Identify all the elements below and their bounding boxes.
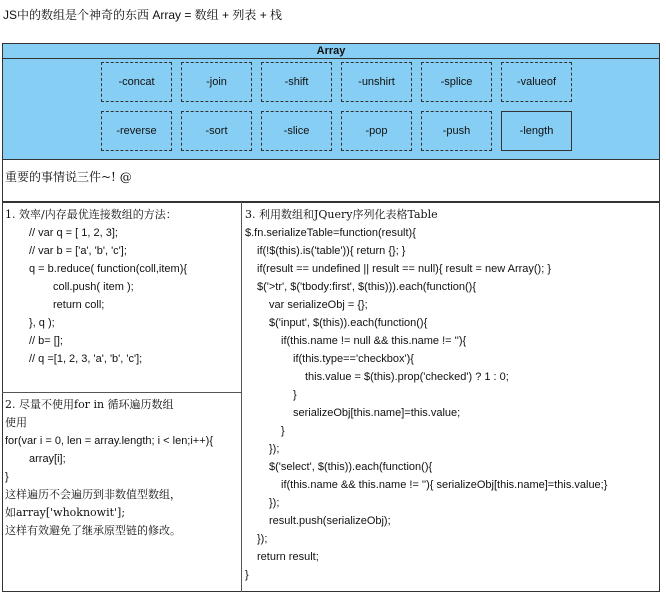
method-slice: -slice — [261, 111, 332, 151]
code-line: } — [281, 425, 285, 437]
array-header: Array — [2, 43, 660, 59]
code-line: $('>tr', $('tbody:first', $(this))).each(function(){ — [257, 281, 477, 293]
text-line: 使用 — [5, 416, 27, 429]
code-line: // q =[1, 2, 3, 'a', 'b', 'c']; — [29, 353, 143, 365]
method-unshirt: -unshirt — [341, 62, 412, 102]
code-line: $.fn.serializeTable=function(result){ — [245, 227, 416, 239]
section-1-heading: 1. 效率/内存最优连接数组的方法： — [5, 208, 177, 221]
method-valueof: -valueof — [501, 62, 572, 102]
code-line: var serializeObj = {}; — [269, 299, 368, 311]
code-line: // var b = ['a', 'b', 'c']; — [29, 245, 127, 257]
code-line: if(!$(this).is('table')){ return {}; } — [257, 245, 406, 257]
code-line: if(result == undefined || result == null){ result = new Array(); } — [257, 263, 552, 275]
column-divider — [241, 202, 242, 592]
method-pop: -pop — [341, 111, 412, 151]
page-title: JS中的数组是个神奇的东西 Array = 数组 + 列表 + 栈 — [3, 8, 283, 22]
method-reverse: -reverse — [101, 111, 172, 151]
code-line: for(var i = 0, len = array.length; i < len;i++){ — [5, 435, 213, 447]
text-line: 这样遍历不会遍历到非数值型数组， — [5, 488, 181, 501]
text-line: 这样有效避免了继承原型链的修改。 — [5, 524, 181, 537]
code-line: result.push(serializeObj); — [269, 515, 391, 527]
code-line: } — [293, 389, 297, 401]
code-line: }); — [269, 443, 280, 455]
method-length: -length — [501, 111, 572, 151]
method-shift: -shift — [261, 62, 332, 102]
note-text: 重要的事情说三件~! @ — [5, 170, 132, 184]
code-line: // b= []; — [29, 335, 63, 347]
code-line: } — [245, 569, 249, 581]
code-line: return coll; — [53, 299, 105, 311]
method-splice: -splice — [421, 62, 492, 102]
code-line: } — [5, 471, 9, 483]
code-line: // var q = [ 1, 2, 3]; — [29, 227, 118, 239]
code-line: $('select', $(this)).each(function(){ — [269, 461, 433, 473]
code-line: q = b.reduce( function(coll,item){ — [29, 263, 188, 275]
code-line: $('input', $(this)).each(function(){ — [269, 317, 428, 329]
text-line: 如array['whoknowit']; — [5, 506, 126, 519]
code-line: serializeObj[this.name]=this.value; — [293, 407, 461, 419]
code-line: array[i]; — [29, 453, 66, 465]
method-sort: -sort — [181, 111, 252, 151]
code-line: if(this.name && this.name != ''){ serializeObj[this.name]=this.value;} — [281, 479, 608, 491]
code-line: if(this.name != null && this.name != ''){ — [281, 335, 467, 347]
code-line: }, q ); — [29, 317, 55, 329]
section-3-heading: 3. 利用数组和JQuery序列化表格Table — [245, 208, 438, 221]
method-concat: -concat — [101, 62, 172, 102]
method-push: -push — [421, 111, 492, 151]
section-2-heading: 2. 尽量不使用for in 循环遍历数组 — [5, 398, 174, 411]
row-divider — [2, 392, 241, 393]
code-line: return result; — [257, 551, 319, 563]
code-line: coll.push( item ); — [53, 281, 134, 293]
code-line: }); — [257, 533, 268, 545]
code-line: }); — [269, 497, 280, 509]
method-join: -join — [181, 62, 252, 102]
code-line: this.value = $(this).prop('checked') ? 1 : 0; — [305, 371, 509, 383]
code-line: if(this.type=='checkbox'){ — [293, 353, 414, 365]
